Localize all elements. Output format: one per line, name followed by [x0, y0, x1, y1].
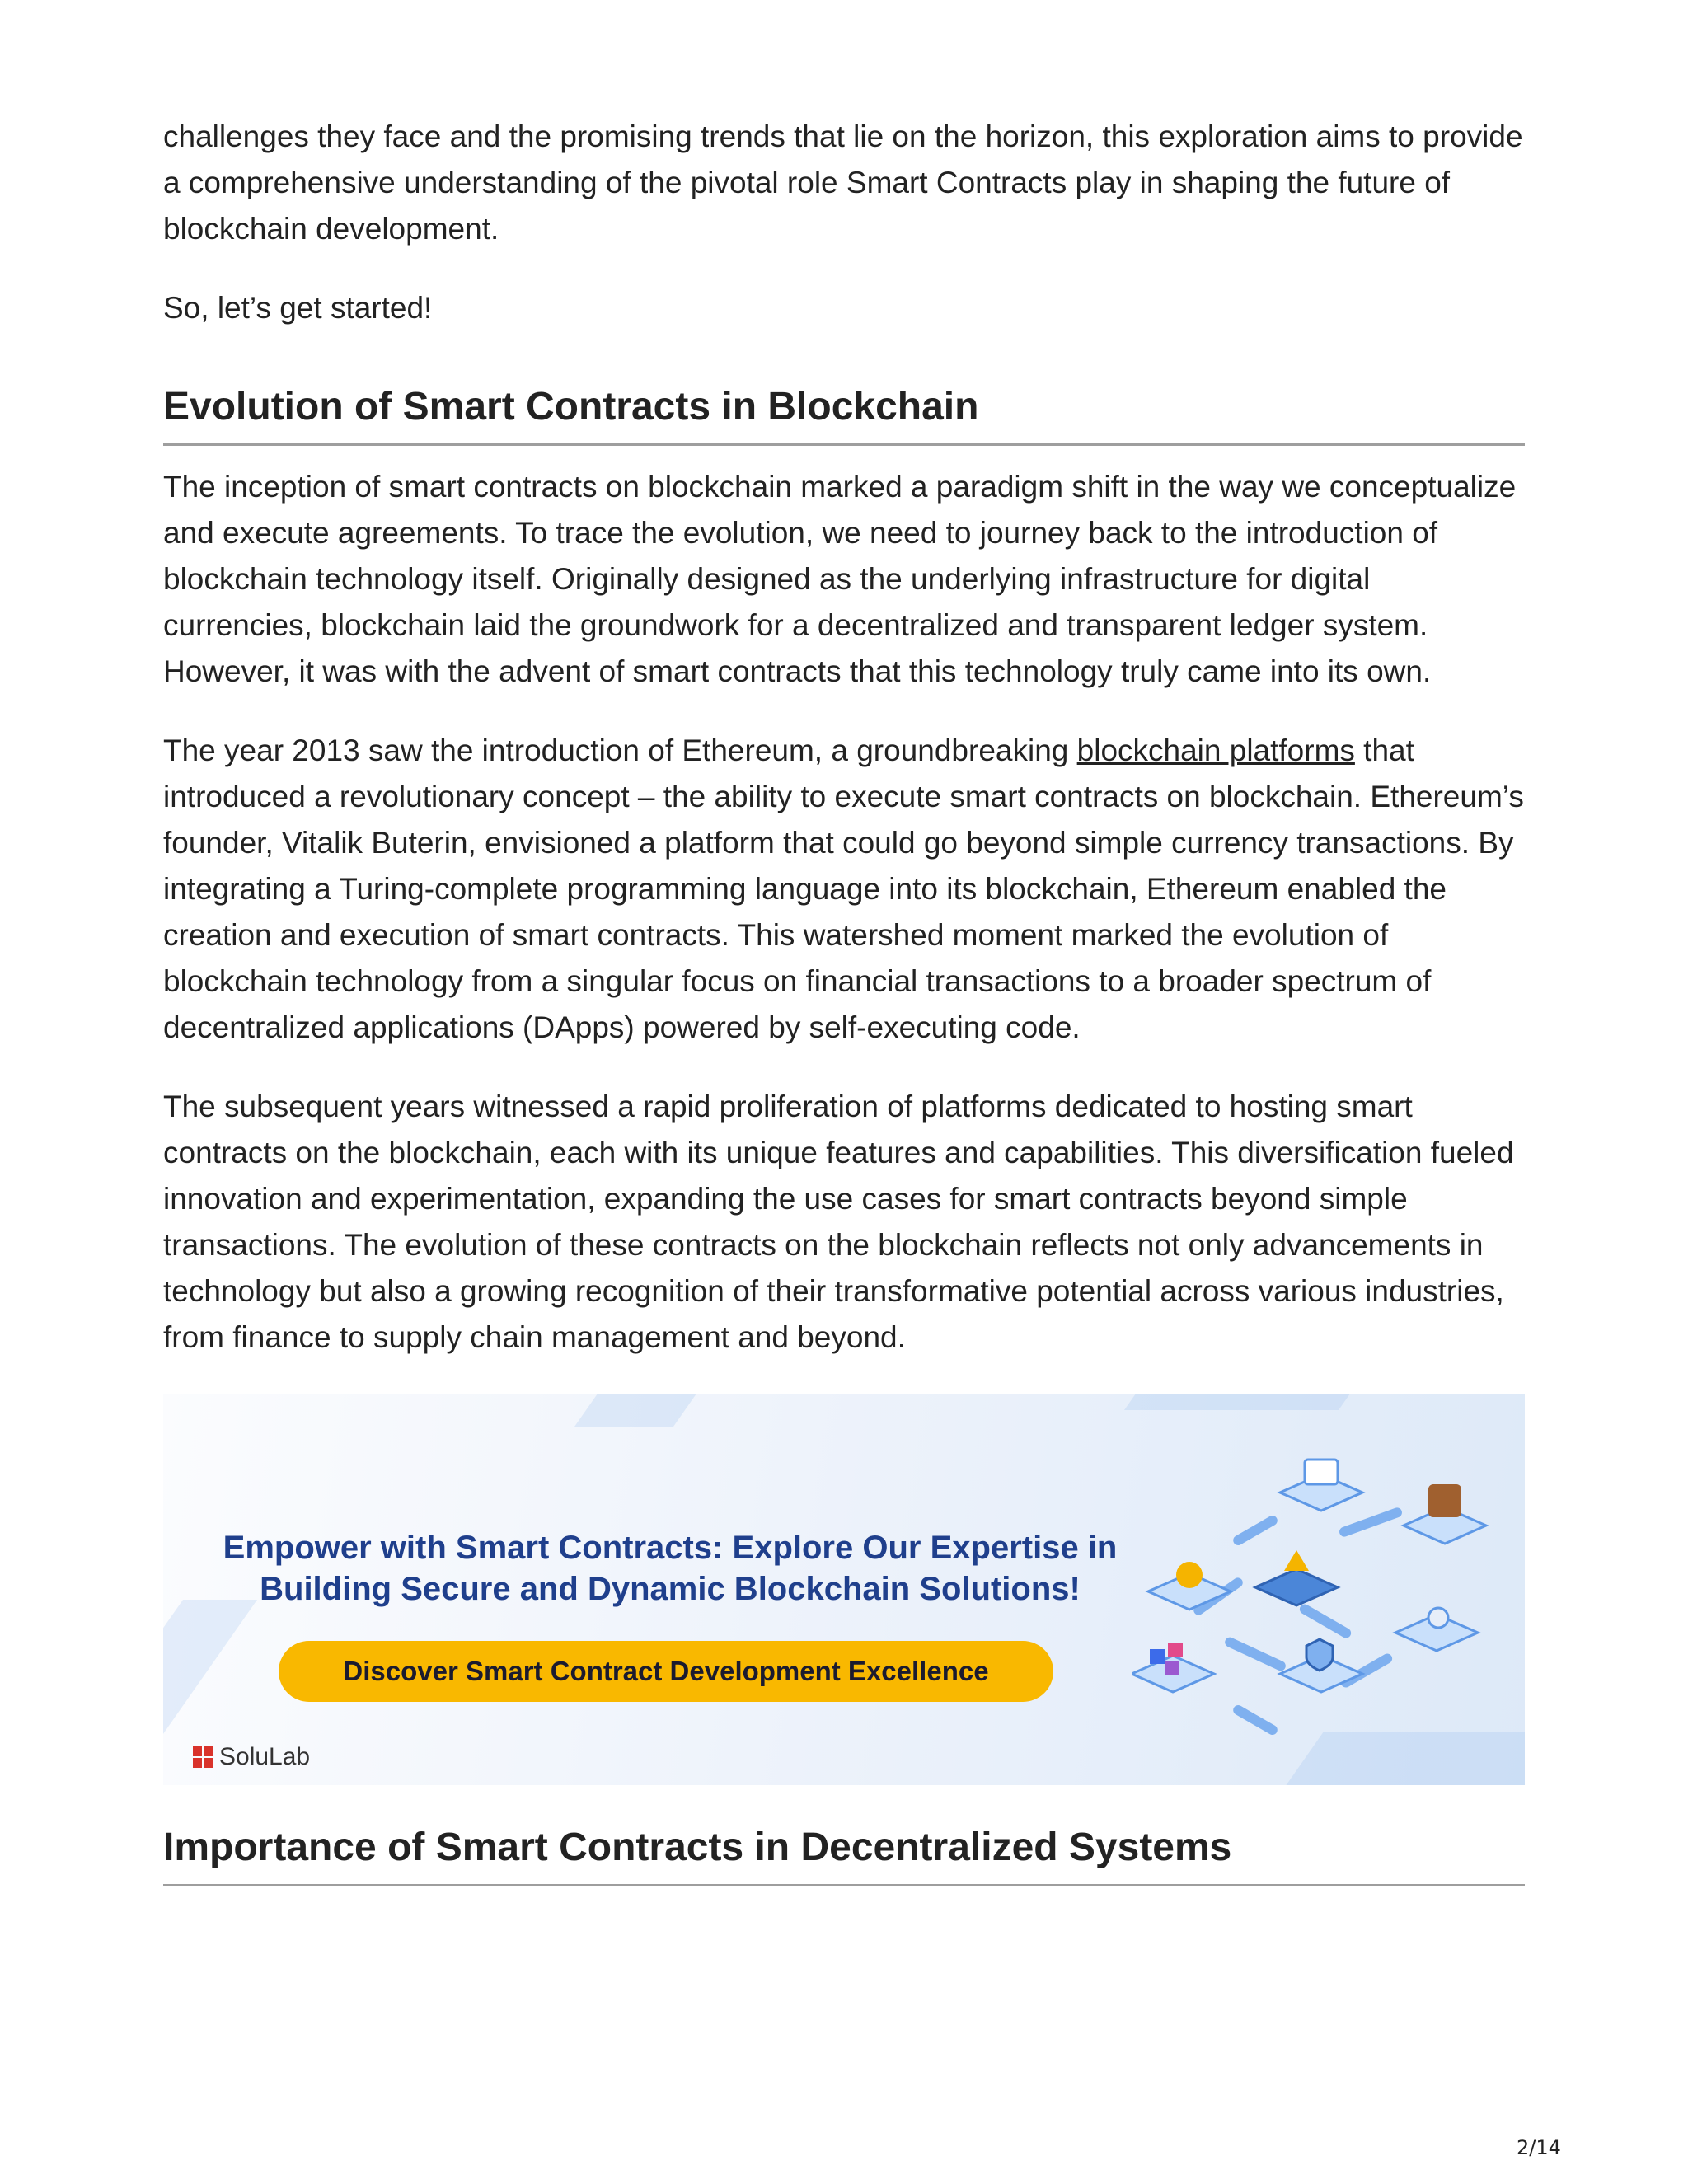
blockchain-platforms-link[interactable]: blockchain platforms	[1076, 733, 1355, 767]
evolution-paragraph-2	[163, 728, 1525, 1051]
chart-screen-icon	[1305, 1460, 1338, 1484]
promo-banner[interactable]	[163, 1394, 1525, 1785]
page-number: 2/14	[1517, 2136, 1561, 2159]
banner-headline-line: Building Secure and Dynamic Blockchain Solutions!	[260, 1571, 1081, 1607]
paragraph-text: that introduced a revolutionary concept – the ability to execute smart contracts on blockchain. Ethereum’s founder, Vitalik Buterin, envisioned a platform that could go beyond simple currency transactions. By integrating a Turing-complete programming language into its blockchain, Ethereum enabled the creation and execution of smart contracts. This watershed moment marked the evolution of blockchain technology from a singular focus on financial transactions to a broader spectrum of decentralized applications (DApps) powered by self-executing code.	[163, 733, 1524, 1044]
cube-icon	[1165, 1661, 1179, 1675]
banner-decor-stripe	[574, 1394, 708, 1427]
intro-paragraph: challenges they face and the promising trends that lie on the horizon, this exploration aims to provide a comprehensive understanding of the pivotal role Smart Contracts play in shaping the future of blockchain development.	[163, 120, 1523, 246]
banner-headline-line: Empower with Smart Contracts: Explore Our Expertise in	[223, 1530, 1118, 1566]
banner-decor-stripe	[1124, 1394, 1362, 1410]
banner-headline	[196, 1527, 1144, 1610]
cube-icon	[1168, 1643, 1183, 1657]
wallet-icon	[1428, 1484, 1461, 1517]
section-heading-importance: Importance of Smart Contracts in Decentralized Systems	[163, 1823, 1525, 1886]
solulab-logo	[193, 1743, 310, 1771]
section-evolution	[163, 382, 1525, 446]
solulab-logo-text: SoluLab	[219, 1743, 311, 1770]
coin-icon	[1176, 1562, 1203, 1588]
node-icon	[1428, 1608, 1448, 1628]
paragraph-text: The year 2013 saw the introduction of Ethereum, a groundbreaking	[163, 733, 1077, 767]
shield-icon	[1306, 1639, 1333, 1671]
section-importance	[163, 1823, 1525, 1886]
evolution-paragraph-3: The subsequent years witnessed a rapid proliferation of platforms dedicated to hosting smart contracts on the blockchain, each with its unique features and capabilities. This diversification fueled innovation and experimentation, expanding the use cases for smart contracts beyond simple transactions. The evolution of these contracts on the blockchain reflects not only advancements in technology but also a growing recognition of their transformative potential across various industries, from finance to supply chain management and beyond.	[163, 1090, 1514, 1354]
blockchain-isometric-illustration	[1132, 1427, 1494, 1773]
dollar-icon	[1284, 1550, 1309, 1571]
lets-get-started-text: So, let’s get started!	[163, 291, 433, 325]
evolution-paragraph-1: The inception of smart contracts on blockchain marked a paradigm shift in the way we conceptualize and execute agreements. To trace the evolution, we need to journey back to the introduction of blockchain technology itself. Originally designed as the underlying infrastructure for digital currencies, blockchain laid the groundwork for a decentralized and transparent ledger system. However, it was with the advent of smart contracts that this technology truly came into its own.	[163, 470, 1517, 688]
chain-links	[1192, 1507, 1404, 1737]
cube-icon	[1150, 1649, 1165, 1664]
section-heading-evolution: Evolution of Smart Contracts in Blockchain	[163, 382, 1525, 446]
solulab-logo-icon	[193, 1746, 213, 1768]
discover-cta-button[interactable]: Discover Smart Contract Development Excellence	[279, 1641, 1053, 1702]
article-content	[163, 114, 1525, 1905]
